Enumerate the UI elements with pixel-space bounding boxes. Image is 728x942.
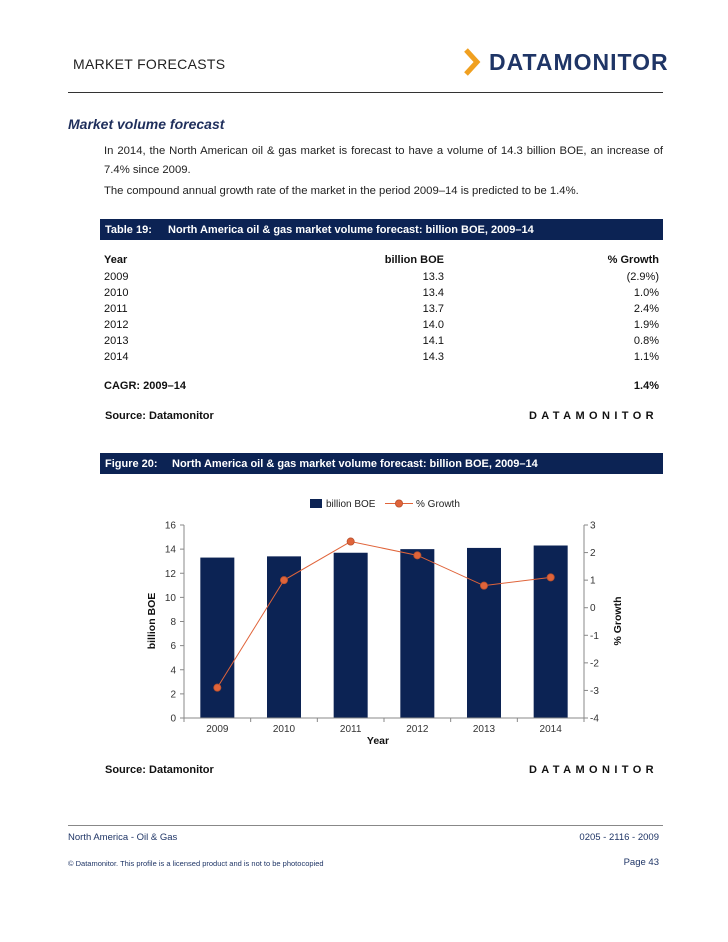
bar: [534, 546, 568, 718]
bar-series: [200, 546, 567, 718]
legend-label-growth: % Growth: [416, 499, 460, 510]
y2-tick-label: -1: [590, 630, 599, 642]
section-label: MARKET FORECASTS: [73, 56, 226, 72]
logo-chevron-icon: [463, 48, 485, 76]
table-column-headers: [104, 254, 659, 270]
y-tick-label: 10: [164, 592, 176, 604]
x-tick-label: 2010: [272, 724, 296, 735]
y-tick-label: 6: [170, 641, 176, 653]
legend-label-volume: billion BOE: [326, 499, 376, 510]
cell-volume: 14.1: [422, 335, 444, 347]
cell-volume: 13.7: [422, 303, 444, 315]
cell-year: 2010: [104, 287, 129, 299]
x-tick-label: 2014: [539, 724, 562, 735]
cagr-row: [104, 380, 659, 396]
header-divider: [68, 92, 663, 93]
growth-point: [480, 582, 487, 589]
column-header-year: Year: [104, 254, 128, 266]
cell-growth: 1.1%: [633, 351, 659, 363]
y-tick-label: 16: [164, 520, 176, 532]
cell-growth: 0.8%: [633, 335, 659, 347]
x-axis-title: Year: [366, 735, 390, 747]
cell-growth: 2.4%: [633, 303, 659, 315]
y2-axis-title: % Growth: [612, 596, 624, 646]
left-axis: [165, 521, 184, 725]
cagr-value: 1.4%: [633, 380, 659, 392]
table-source-brand: DATAMONITOR: [528, 410, 658, 422]
figure-source: [105, 764, 658, 776]
figure-title: North America oil & gas market volume forecast: billion BOE, 2009–14: [172, 457, 538, 470]
growth-point: [280, 577, 287, 584]
x-tick-label: 2012: [406, 724, 429, 735]
cell-growth: (2.9%): [626, 271, 659, 283]
bar: [200, 558, 234, 718]
y-tick-label: 2: [170, 689, 176, 701]
cell-year: 2014: [104, 351, 129, 363]
volume-forecast-chart: [100, 475, 663, 750]
table-row: [104, 271, 659, 287]
growth-point: [414, 552, 421, 559]
legend-swatch-volume: [310, 499, 322, 508]
column-header-growth: % Growth: [607, 254, 659, 266]
y2-tick-label: 3: [590, 520, 596, 532]
chart-legend: [310, 499, 460, 510]
table-title: North America oil & gas market volume forecast: billion BOE, 2009–14: [168, 223, 534, 236]
legend-marker-growth: [395, 500, 402, 507]
table-row: [104, 319, 659, 335]
footer-report-code: 0205 - 2116 - 2009: [579, 832, 659, 843]
cell-volume: 13.3: [422, 271, 444, 283]
cell-year: 2009: [104, 271, 129, 283]
cell-year: 2012: [104, 319, 129, 331]
x-tick-label: 2009: [206, 724, 229, 735]
figure-label: Figure 20:: [105, 457, 158, 470]
y2-tick-label: 1: [590, 575, 596, 587]
table-label: Table 19:: [105, 223, 152, 236]
figure-source-text: Source: Datamonitor: [105, 764, 214, 776]
paragraph-2: The compound annual growth rate of the market in the period 2009–14 is predicted to be 1.4%.: [104, 185, 579, 197]
footer-divider: [68, 825, 663, 826]
figure-header-bar: [100, 453, 663, 474]
cell-growth: 1.0%: [633, 287, 659, 299]
cell-growth: 1.9%: [633, 319, 659, 331]
x-axis: [184, 718, 584, 735]
right-axis: [584, 521, 599, 725]
y-tick-label: 14: [164, 544, 176, 556]
growth-point: [214, 684, 221, 691]
datamonitor-logo: [463, 46, 669, 78]
paragraph-1: In 2014, the North American oil & gas market is forecast to have a volume of 14.3 billion BOE, an increase of 7.4% since 2009.: [104, 145, 663, 176]
x-tick-label: 2011: [339, 724, 362, 735]
table-source: [105, 410, 658, 422]
bar: [334, 553, 368, 718]
y-tick-label: 12: [164, 568, 176, 580]
y2-tick-label: -4: [590, 713, 599, 725]
cell-volume: 13.4: [422, 287, 444, 299]
table-row: [104, 287, 659, 303]
figure-source-brand: DATAMONITOR: [528, 764, 658, 776]
cagr-label: CAGR: 2009–14: [104, 380, 186, 392]
y-tick-label: 0: [170, 713, 176, 725]
y2-tick-label: 0: [590, 603, 596, 615]
table-source-text: Source: Datamonitor: [105, 410, 214, 422]
page-number: Page 43: [623, 857, 659, 868]
cell-year: 2011: [104, 303, 128, 315]
cell-year: 2013: [104, 335, 129, 347]
logo-text: DATAMONITOR: [489, 48, 669, 75]
cell-volume: 14.0: [422, 319, 444, 331]
y-axis-title: billion BOE: [146, 592, 158, 650]
footer-report-name: North America - Oil & Gas: [68, 832, 178, 843]
bar: [467, 548, 501, 718]
growth-point: [547, 574, 554, 581]
y2-tick-label: -3: [590, 685, 599, 697]
table-row: [104, 303, 659, 319]
section-subtitle: Market volume forecast: [68, 116, 225, 132]
table-header-bar: [100, 219, 663, 240]
table-row: [104, 335, 659, 351]
y2-tick-label: -2: [590, 658, 599, 670]
y2-tick-label: 2: [590, 548, 596, 560]
bar: [400, 549, 434, 718]
cell-volume: 14.3: [422, 351, 444, 363]
column-header-volume: billion BOE: [384, 254, 444, 266]
y-tick-label: 4: [170, 665, 176, 677]
footer-copyright: © Datamonitor. This profile is a licensed product and is not to be photocopied: [68, 859, 324, 868]
y-tick-label: 8: [170, 617, 176, 628]
table-row: [104, 351, 659, 367]
growth-line-series: [214, 538, 555, 691]
x-tick-label: 2013: [472, 724, 496, 735]
growth-point: [347, 538, 354, 545]
